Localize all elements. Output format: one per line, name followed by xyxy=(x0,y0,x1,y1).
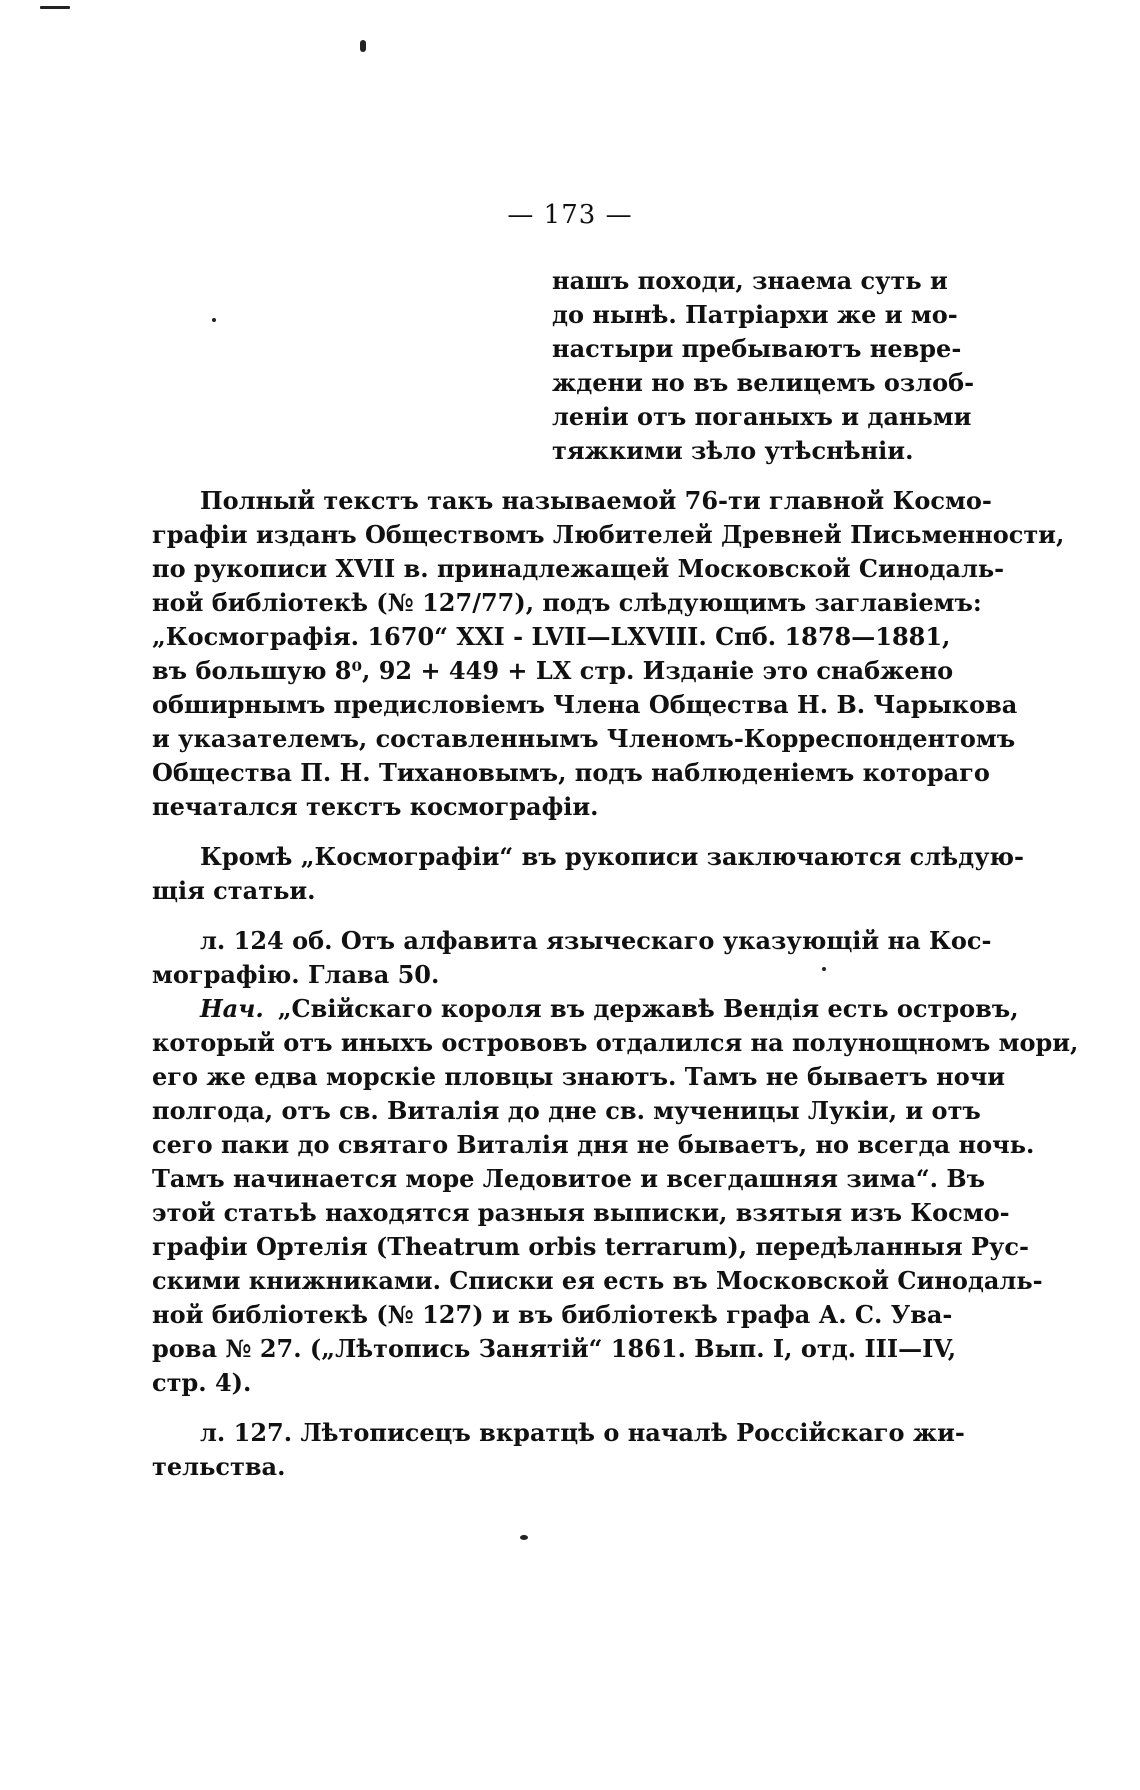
text-line: Общества П. Н. Тихановымъ, подъ наблюденіемъ котораго xyxy=(152,758,990,787)
text-line: сего паки до святаго Виталія дня не бываетъ, но всегда ночь. xyxy=(152,1130,1035,1159)
text-line: рова № 27. („Лѣтопись Занятій“ 1861. Вып. I, отд. III—IV, xyxy=(152,1334,957,1363)
quote-line: леніи отъ поганыхъ и даньми xyxy=(552,402,972,431)
text-line: мографію. Глава 50. xyxy=(152,960,440,989)
text-line: печатался текстъ космографіи. xyxy=(152,792,599,821)
text-line: графіи Ортелія (Theatrum orbis terrarum), передѣланныя Рус- xyxy=(152,1232,1029,1261)
quote-line: тяжкими зѣло утѣснѣніи. xyxy=(552,436,914,465)
text-line: по рукописи XVII в. принадлежащей Московской Синодаль- xyxy=(152,554,1005,583)
text-line: ной библіотекѣ (№ 127) и въ библіотекѣ графа А. С. Ува- xyxy=(152,1300,953,1329)
text-line: щія статьи. xyxy=(152,876,316,905)
text-line: полгода, отъ св. Виталія до дне св. мученицы Лукіи, и отъ xyxy=(152,1096,981,1125)
text-line: скими книжниками. Списки ея есть въ Московской Синодаль- xyxy=(152,1266,1043,1295)
text-line: обширнымъ предисловіемъ Члена Общества Н. В. Чарыкова xyxy=(152,690,1018,719)
scan-speck xyxy=(822,967,826,971)
scan-speck xyxy=(212,318,216,322)
scan-speck xyxy=(520,1535,528,1540)
text-line: въ большую 8⁰, 92 + 449 + LX стр. Изданіе это снабжено xyxy=(152,656,954,685)
text-line: л. 127. Лѣтописецъ вкратцѣ о началѣ Россійскаго жи- xyxy=(200,1418,965,1447)
text-line: и указателемъ, составленнымъ Членомъ-Корреспондентомъ xyxy=(152,724,1016,753)
page-number: — 173 — xyxy=(507,200,633,230)
quote-line: настыри пребываютъ невре- xyxy=(552,334,962,363)
text-line: который отъ иныхъ острововъ отдалился на полунощномъ мори, xyxy=(152,1028,1079,1057)
quote-line: до нынѣ. Патріархи же и мо- xyxy=(552,300,958,329)
text-line: ной библіотекѣ (№ 127/77), подъ слѣдующимъ заглавіемъ: xyxy=(152,588,982,617)
text-line: Кромѣ „Космографіи“ въ рукописи заключаются слѣдую- xyxy=(200,842,1025,871)
text-line: л. 124 об. Отъ алфавита языческаго указующій на Кос- xyxy=(200,926,992,955)
text-line: Полный текстъ такъ называемой 76-ти главной Космо- xyxy=(200,486,992,515)
scan-speck xyxy=(360,40,366,52)
scan-speck xyxy=(40,6,70,9)
text-line: тельства. xyxy=(152,1452,286,1481)
text-line: стр. 4). xyxy=(152,1368,252,1397)
text-line: „Космографія. 1670“ XXI - LVII—LXVIII. Спб. 1878—1881, xyxy=(152,622,951,651)
text-line: графіи изданъ Обществомъ Любителей Древней Письменности, xyxy=(152,520,1065,549)
quote-line: нашъ походи, знаема суть и xyxy=(552,266,948,295)
text-line xyxy=(200,992,1019,1026)
quote-line: ждени но въ велицемъ озлоб- xyxy=(552,368,975,397)
incipit-abbreviation: Нач. xyxy=(200,994,264,1023)
text-line: этой статьѣ находятся разныя выписки, взятыя изъ Космо- xyxy=(152,1198,1010,1227)
text-line: его же едва морскіе пловцы знаютъ. Тамъ не бываетъ ночи xyxy=(152,1062,1006,1091)
text-line: Тамъ начинается море Ледовитое и всегдашняя зима“. Въ xyxy=(152,1164,986,1193)
incipit-text: „Свійскаго короля въ державѣ Вендія есть островъ, xyxy=(277,994,1019,1023)
